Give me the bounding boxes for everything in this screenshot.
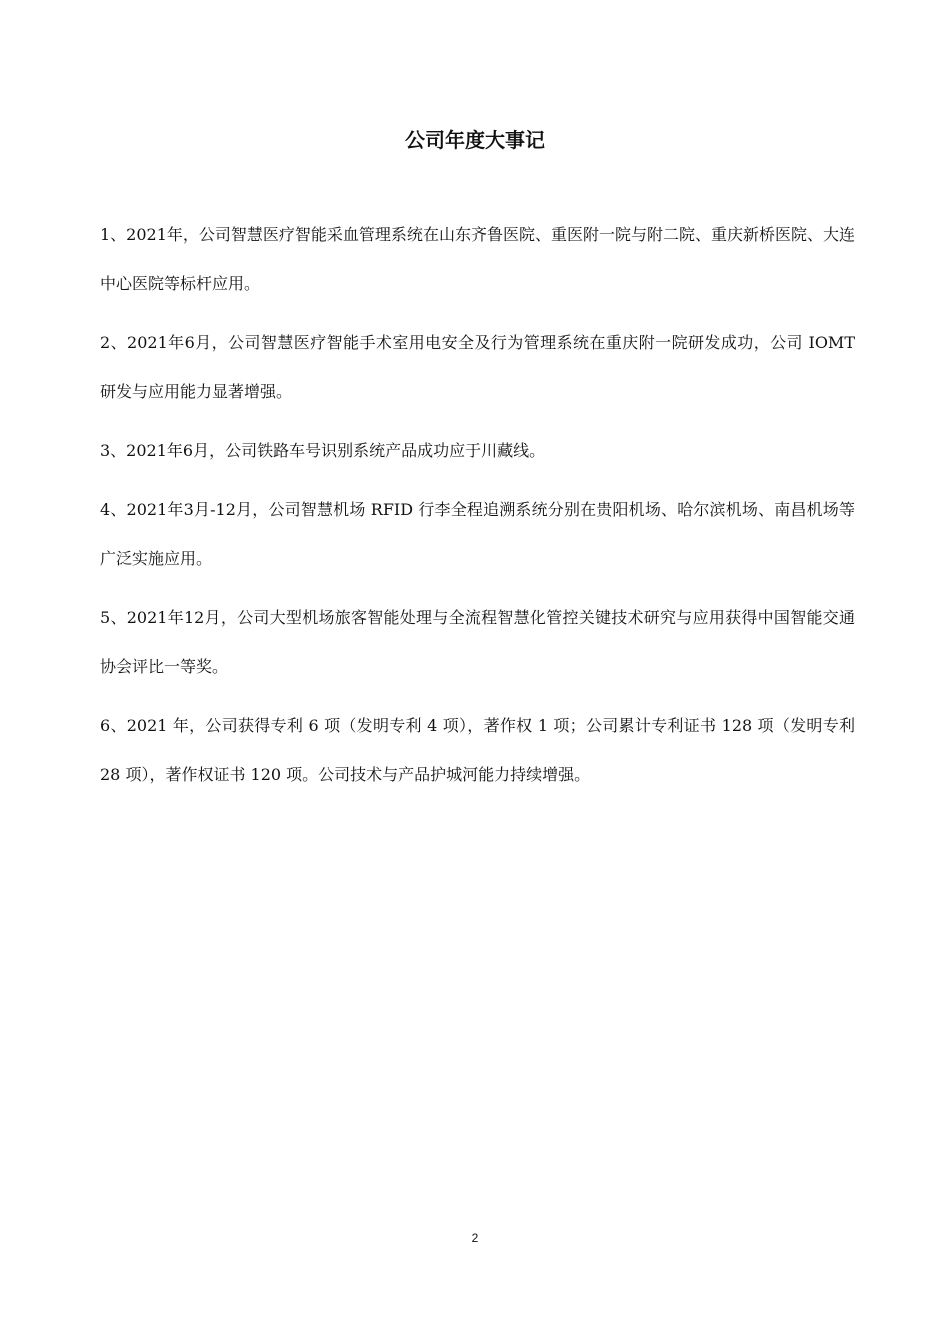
event-item-6: 6、2021 年，公司获得专利 6 项（发明专利 4 项），著作权 1 项；公司累计专利证书 128 项（发明专利 28 项），著作权证书 120 项。公司技术与产品护城河能力持续增强。 (100, 716, 855, 784)
event-item-4: 4、2021年3月-12月，公司智慧机场 RFID 行李全程追溯系统分别在贵阳机场、哈尔滨机场、南昌机场等广泛实施应用。 (100, 500, 855, 568)
event-item-3: 3、2021年6月，公司铁路车号识别系统产品成功应于川藏线。 (100, 441, 546, 460)
event-item-2: 2、2021年6月，公司智慧医疗智能手术室用电安全及行为管理系统在重庆附一院研发成功，公司 IOMT 研发与应用能力显著增强。 (100, 333, 855, 401)
event-item-1: 1、2021年，公司智慧医疗智能采血管理系统在山东齐鲁医院、重医附一院与附二院、重庆新桥医院、大连中心医院等标杆应用。 (100, 225, 855, 293)
page-title: 公司年度大事记 (405, 128, 545, 152)
events-list (100, 210, 855, 809)
page-number: 2 (471, 1231, 479, 1245)
event-item-5: 5、2021年12月，公司大型机场旅客智能处理与全流程智慧化管控关键技术研究与应用获得中国智能交通协会评比一等奖。 (100, 608, 855, 676)
